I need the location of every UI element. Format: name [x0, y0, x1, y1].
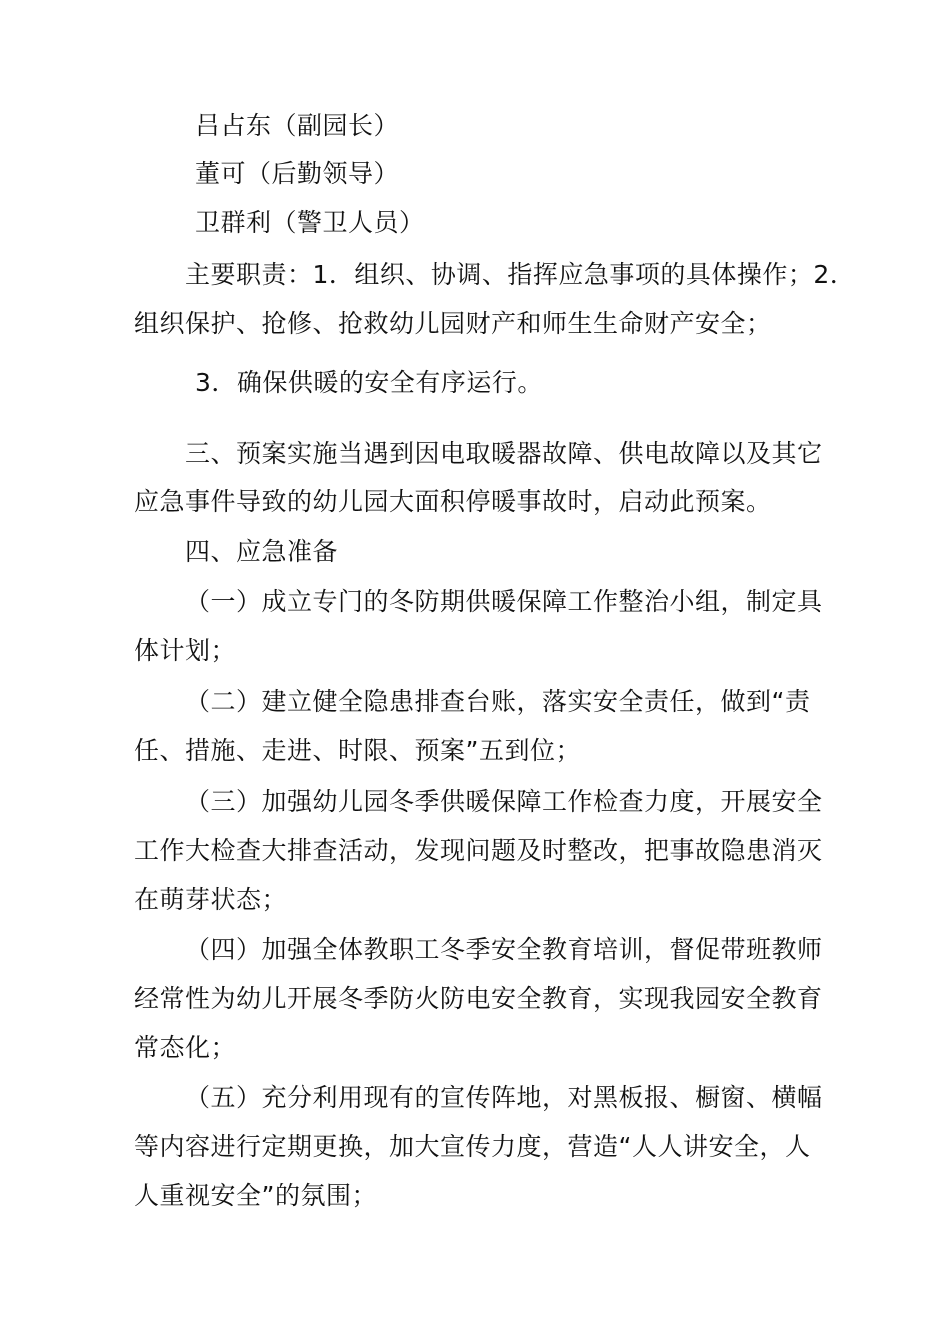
item1-line: （一）成立专门的冬防期供暖保障工作整治小组，制定具 — [185, 587, 823, 616]
section4-heading: 四、应急准备 — [185, 537, 339, 566]
item5-line: 等内容进行定期更换，加大宣传力度，营造“人人讲安全，人 — [134, 1132, 811, 1161]
item3-line: 在萌芽状态； — [134, 885, 288, 914]
member-line: 吕占东（副园长） — [195, 111, 400, 140]
duties-line: 主要职责：1．组织、协调、指挥应急事项的具体操作；2． — [185, 260, 856, 289]
item5-line: （五）充分利用现有的宣传阵地，对黑板报、橱窗、横幅 — [185, 1083, 823, 1112]
item3-line: 工作大检查大排查活动，发现问题及时整改，把事故隐患消灭 — [134, 836, 823, 865]
item4-line: 经常性为幼儿开展冬季防火防电安全教育，实现我园安全教育 — [134, 984, 823, 1013]
item3-line: （三）加强幼儿园冬季供暖保障工作检查力度，开展安全 — [185, 787, 823, 816]
item4-line: （四）加强全体教职工冬季安全教育培训，督促带班教师 — [185, 935, 823, 964]
duties-line: 组织保护、抢修、抢救幼儿园财产和师生生命财产安全； — [134, 309, 772, 338]
item4-line: 常态化； — [134, 1033, 237, 1062]
section3-line: 应急事件导致的幼儿园大面积停暖事故时，启动此预案。 — [134, 487, 772, 516]
item5-line: 人重视安全”的氛围； — [134, 1181, 377, 1210]
member-line: 卫群利（警卫人员） — [195, 208, 425, 237]
member-line: 董可（后勤领导） — [195, 159, 400, 188]
item1-line: 体计划； — [134, 636, 237, 665]
duties-line: 3．确保供暖的安全有序运行。 — [195, 368, 543, 397]
item2-line: （二）建立健全隐患排查台账，落实安全责任，做到“责 — [185, 687, 811, 716]
item2-line: 任、措施、走进、时限、预案”五到位； — [134, 736, 581, 765]
section3-line: 三、预案实施当遇到因电取暖器故障、供电故障以及其它 — [185, 439, 823, 468]
